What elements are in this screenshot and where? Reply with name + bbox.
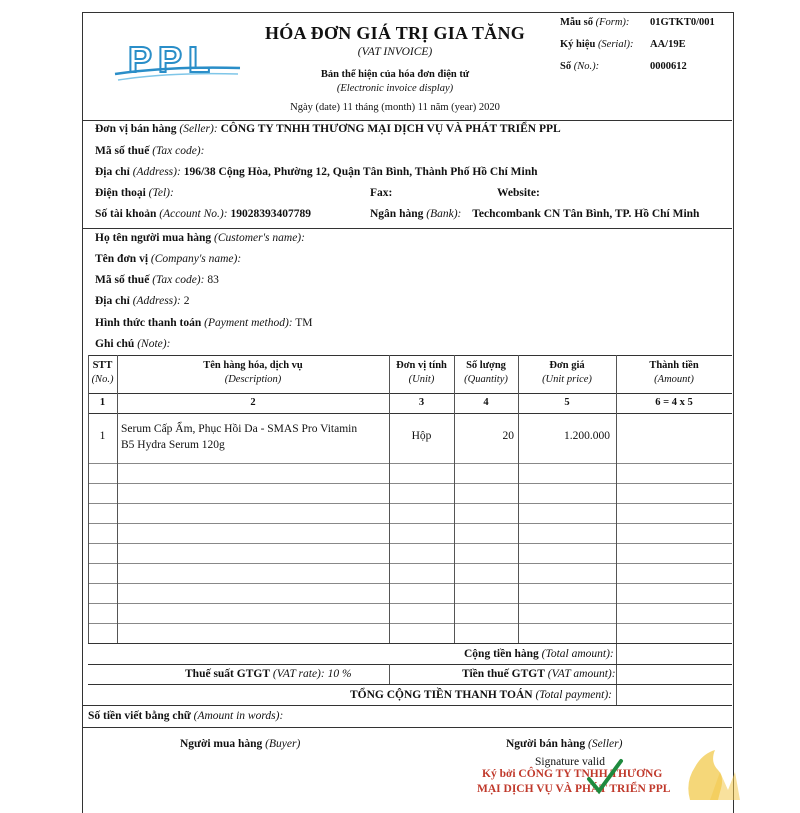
item-no: 1 (99, 430, 106, 442)
table-line (88, 413, 732, 414)
payment-method: Hình thức thanh toán (Payment method): TM (95, 317, 313, 329)
ppl-logo (110, 38, 250, 88)
col-number: 6 = 4 x 5 (655, 397, 693, 408)
display-note-en: (Electronic invoice display) (336, 83, 454, 94)
table-line (88, 643, 732, 644)
invoice-number: Số (No.): (560, 61, 600, 72)
seller-tax-code: Mã số thuế (Tax code): (95, 145, 205, 157)
signed-by-line1: Ký bởi CÔNG TY TNHH THƯƠNG (482, 768, 663, 780)
vat-rate: Thuế suất GTGT (VAT rate): 10 % (185, 668, 352, 680)
form-value: 01GTKT0/001 (650, 17, 715, 28)
buyer-note: Ghi chú (Note): (95, 338, 171, 350)
col-number: 2 (250, 397, 256, 408)
col-number: 4 (483, 397, 489, 408)
buyer-name: Họ tên người mua hàng (Customer's name): (95, 232, 305, 244)
item-description: Serum Cấp Ẩm, Phục Hồi Da - SMAS Pro Vitamin B5 Hydra Serum 120g (121, 423, 358, 451)
seller-bank: Ngân hàng (Bank): Techcombank CN Tân Bình, TP. Hồ Chí Minh (370, 208, 700, 220)
invoice-subtitle: (VAT INVOICE) (357, 46, 433, 58)
buyer-signature-label: Người mua hàng (Buyer) (180, 738, 301, 750)
subtotal-label: Cộng tiền hàng (Total amount): (464, 648, 614, 660)
header-no: STT (No.) (91, 360, 114, 385)
item-quantity: 20 (502, 430, 514, 442)
signature-valid: Signature valid (535, 756, 605, 768)
col-number: 3 (418, 397, 425, 408)
header-unit-price: Đơn giá (Unit price) (542, 360, 592, 385)
seller-phone: Điện thoại (Tel): (95, 187, 174, 199)
header-amount: Thành tiền (Amount) (649, 360, 699, 385)
seller-account: Số tài khoản (Account No.): 19028393407789 (95, 208, 311, 220)
divider (82, 228, 732, 229)
seller-website: Website: (497, 187, 540, 199)
amount-in-words: Số tiền viết bằng chữ (Amount in words): (88, 710, 284, 722)
invoice-number-value: 0000612 (650, 61, 687, 72)
seller-fax: Fax: (370, 187, 393, 199)
buyer-company: Tên đơn vị (Company's name): (95, 253, 242, 265)
seller-address: Địa chỉ (Address): 196/38 Cộng Hòa, Phường 12, Quận Tân Bình, Thành Phố Hồ Chí Minh (95, 166, 538, 178)
buyer-address: Địa chỉ (Address): 2 (95, 295, 190, 307)
serial-number: Ký hiệu (Serial): (560, 39, 634, 50)
grand-total-label: TỔNG CỘNG TIỀN THANH TOÁN (Total payment): (350, 689, 612, 701)
logo-text: PPL (128, 39, 217, 80)
form-number: Mẫu số (Form): (560, 17, 630, 28)
signed-by-line2: MẠI DỊCH VỤ VÀ PHÁT TRIỂN PPL (477, 783, 671, 795)
serial-value: AA/19E (650, 39, 686, 50)
item-unit: Hộp (411, 430, 432, 442)
display-note: Bản thể hiện của hóa đơn điện tử (320, 69, 470, 80)
brand-watermark-icon (680, 742, 740, 800)
table-line (88, 393, 732, 394)
header-quantity: Số lượng (Quantity) (464, 360, 508, 385)
check-mark-icon (585, 757, 625, 797)
table-top-line (88, 355, 732, 356)
invoice-date: Ngày (date) 11 tháng (month) 11 năm (year) 2020 (290, 102, 500, 113)
seller-name: Đơn vị bán hàng (Seller): CÔNG TY TNHH THƯƠNG MẠI DỊCH VỤ VÀ PHÁT TRIỂN PPL (95, 123, 561, 135)
buyer-tax-code: Mã số thuế (Tax code): 83 (95, 274, 219, 286)
header-description: Tên hàng hóa, dịch vụ (Description) (203, 360, 303, 385)
header-unit: Đơn vị tính (Unit) (396, 360, 447, 385)
col-number: 5 (564, 397, 570, 408)
seller-signature-label: Người bán hàng (Seller) (506, 738, 623, 750)
divider (82, 120, 732, 121)
invoice-title: HÓA ĐƠN GIÁ TRỊ GIA TĂNG (264, 23, 526, 43)
vat-amount-label: Tiền thuế GTGT (VAT amount): (462, 668, 616, 680)
item-unit-price: 1.200.000 (564, 430, 610, 442)
col-number: 1 (99, 397, 106, 408)
